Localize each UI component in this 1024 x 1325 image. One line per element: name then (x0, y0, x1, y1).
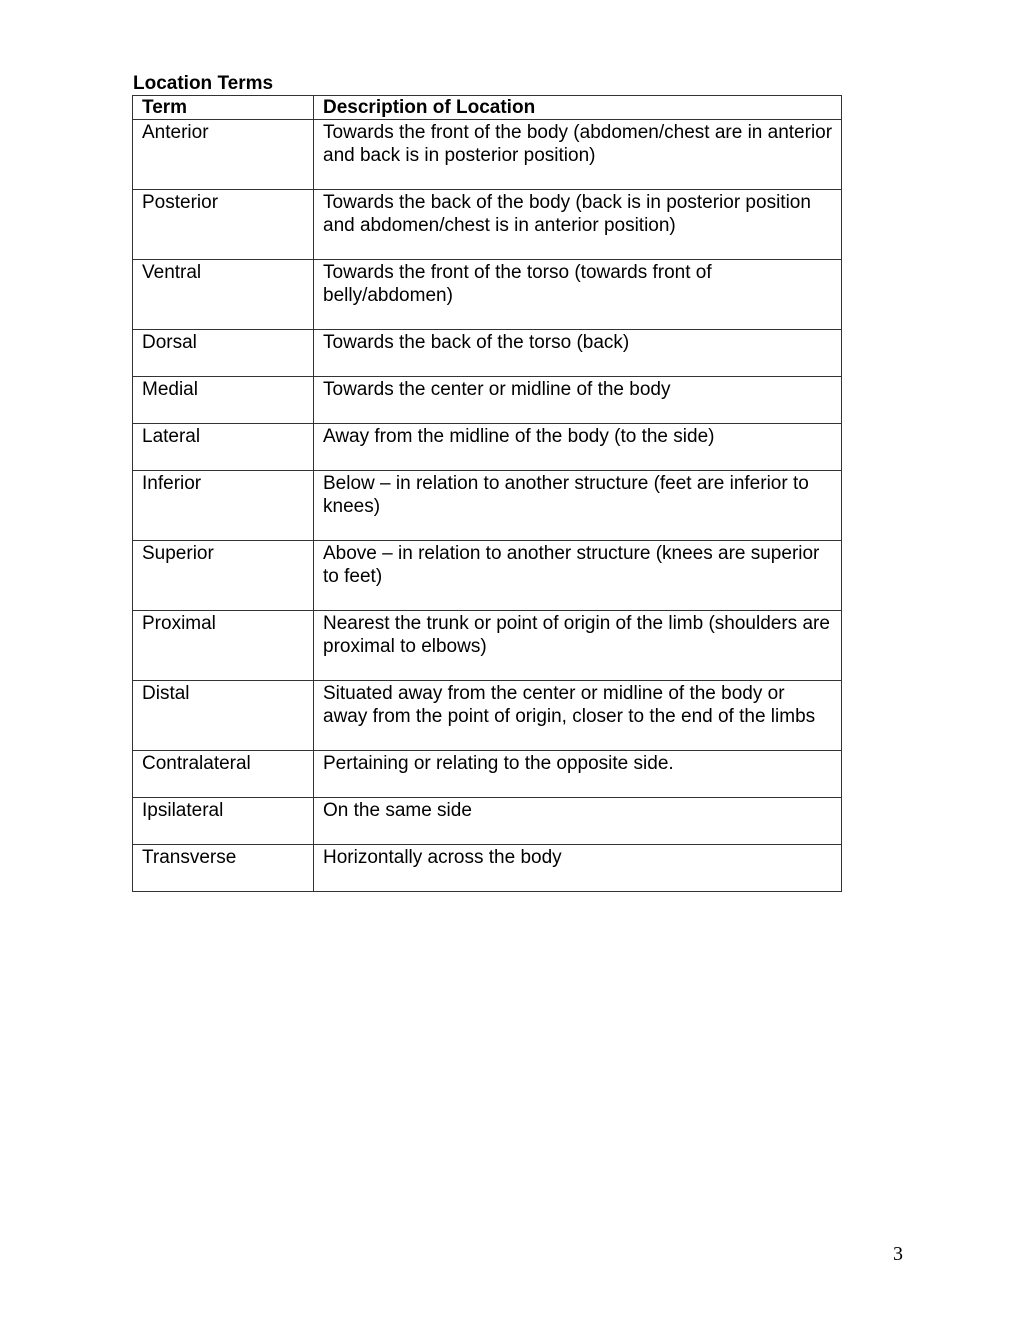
description-cell: Towards the center or midline of the body (314, 377, 842, 424)
table-row (133, 120, 842, 190)
table-row (133, 611, 842, 681)
description-cell: Towards the back of the torso (back) (314, 330, 842, 377)
description-cell: Towards the back of the body (back is in posterior position and abdomen/chest is in anterior position) (314, 190, 842, 260)
table-row (133, 751, 842, 798)
table-header-row (133, 96, 842, 120)
description-cell: Towards the front of the body (abdomen/chest are in anterior and back is in posterior position) (314, 120, 842, 190)
table-row (133, 471, 842, 541)
description-cell: Horizontally across the body (314, 845, 842, 892)
term-cell: Contralateral (133, 751, 314, 798)
column-header-term: Term (133, 96, 314, 120)
term-cell: Posterior (133, 190, 314, 260)
column-header-description: Description of Location (314, 96, 842, 120)
table-row (133, 377, 842, 424)
description-cell: Nearest the trunk or point of origin of the limb (shoulders are proximal to elbows) (314, 611, 842, 681)
term-cell: Anterior (133, 120, 314, 190)
term-cell: Transverse (133, 845, 314, 892)
table-row (133, 798, 842, 845)
description-cell: Below – in relation to another structure (feet are inferior to knees) (314, 471, 842, 541)
table-row (133, 260, 842, 330)
term-cell: Superior (133, 541, 314, 611)
description-cell: Away from the midline of the body (to the side) (314, 424, 842, 471)
description-cell: On the same side (314, 798, 842, 845)
page-number: 3 (893, 1243, 903, 1265)
description-cell: Situated away from the center or midline of the body or away from the point of origin, closer to the end of the limbs (314, 681, 842, 751)
page-title: Location Terms (133, 73, 274, 94)
table-row (133, 190, 842, 260)
description-cell: Above – in relation to another structure (knees are superior to feet) (314, 541, 842, 611)
location-terms-table (132, 95, 842, 892)
term-cell: Distal (133, 681, 314, 751)
table-row (133, 541, 842, 611)
description-cell: Towards the front of the torso (towards front of belly/abdomen) (314, 260, 842, 330)
table-row (133, 330, 842, 377)
table-row (133, 424, 842, 471)
term-cell: Medial (133, 377, 314, 424)
term-cell: Lateral (133, 424, 314, 471)
table-row (133, 845, 842, 892)
term-cell: Ventral (133, 260, 314, 330)
term-cell: Inferior (133, 471, 314, 541)
term-cell: Proximal (133, 611, 314, 681)
table-row (133, 681, 842, 751)
description-cell: Pertaining or relating to the opposite side. (314, 751, 842, 798)
term-cell: Dorsal (133, 330, 314, 377)
term-cell: Ipsilateral (133, 798, 314, 845)
